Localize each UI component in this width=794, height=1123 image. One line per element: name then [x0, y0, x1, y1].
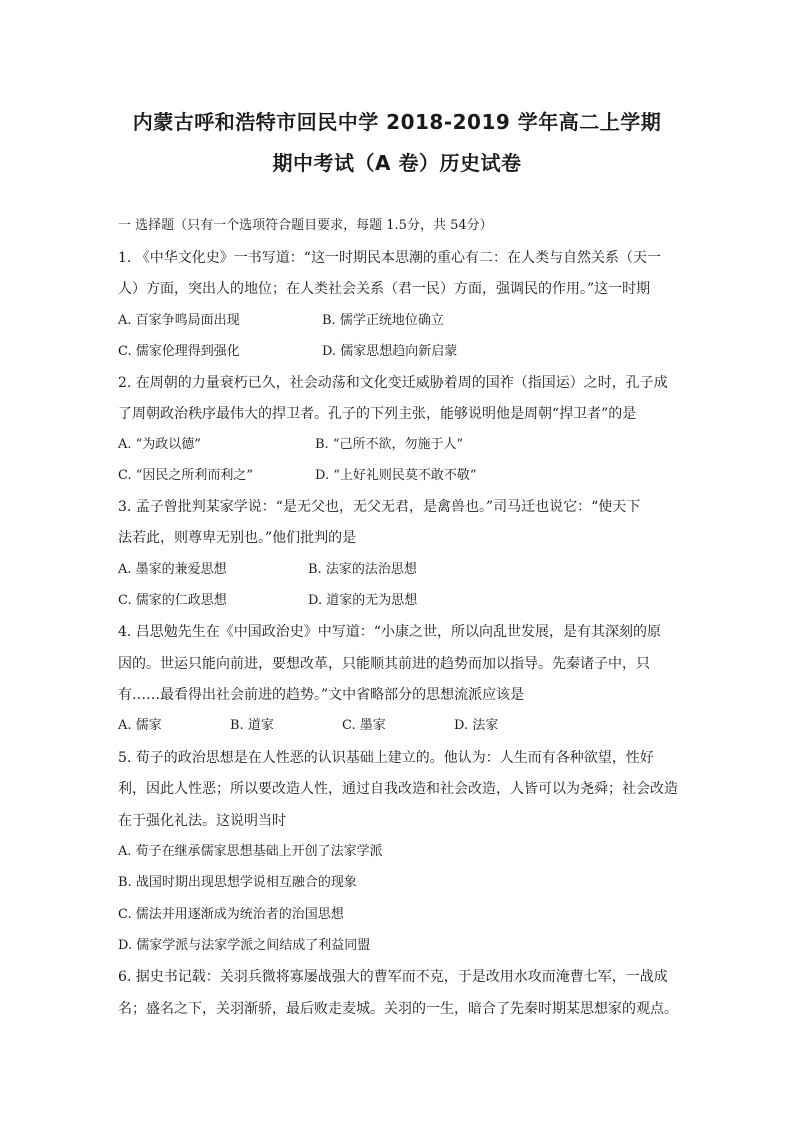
question-4-option-b: B. 道家 — [230, 718, 274, 733]
question-3-line-1: 3. 孟子曾批判某家学说：“是无父也，无父无君，是禽兽也。”司马迁也说它：“使天下 — [118, 499, 641, 515]
question-4-line-1: 4. 吕思勉先生在《中国政治史》中写道：“小康之世，所以向乱世发展，是有其深刻的原 — [118, 624, 661, 640]
question-2-line-1: 2. 在周朝的力量衰朽已久，社会动荡和文化变迁威胁着周的国祚（指国运）之时，孔子成 — [118, 375, 668, 391]
question-1-line-1: 1. 《中华文化史》一书写道：“这一时期民本思潮的重心有二：在人类与自然关系（天一 — [118, 250, 661, 266]
question-4-line-3: 有……最看得出社会前进的趋势。”文中省略部分的思想流派应该是 — [118, 687, 525, 703]
question-1-option-a: A. 百家争鸣局面出现 — [118, 313, 240, 328]
question-1-option-c: C. 儒家伦理得到强化 — [118, 344, 240, 359]
question-3-line-2: 法若此，则尊卑无别也。”他们批判的是 — [118, 530, 357, 546]
title-line-1: 内蒙古呼和浩特市回民中学 2018-2019 学年高二上学期 — [132, 110, 662, 134]
question-2-option-c: C. “因民之所利而利之” — [118, 468, 254, 483]
question-2-option-a: A. “为政以德” — [118, 437, 201, 452]
question-5-option-a: A. 荀子在继承儒家思想基础上开创了法家学派 — [118, 844, 383, 859]
question-6-line-2: 名；盛名之下，关羽渐骄，最后败走麦城。关羽的一生，暗合了先秦时期某思想家的观点。 — [118, 1001, 678, 1017]
question-3-option-c: C. 儒家的仁政思想 — [118, 593, 227, 608]
section-heading: 一 选择题（只有一个选项符合题目要求，每题 1.5分，共 54分） — [118, 218, 493, 233]
question-5-line-2: 利，因此人性恶；所以要改造人性，通过自我改造和社会改造，人皆可以为尧舜；社会改造 — [118, 781, 678, 797]
question-1-line-2: 人）方面，突出人的地位；在人类社会关系（君一民）方面，强调民的作用。”这一时期 — [118, 281, 651, 297]
question-1-option-d: D. 儒家思想趋向新启蒙 — [322, 344, 458, 359]
question-5-option-c: C. 儒法并用逐渐成为统治者的治国思想 — [118, 907, 344, 922]
question-3-option-b: B. 法家的法治思想 — [308, 562, 417, 577]
question-3-option-a: A. 墨家的兼爱思想 — [118, 562, 227, 577]
question-4-option-a: A. 儒家 — [118, 718, 162, 733]
question-2-option-b: B. “己所不欲，勿施于人” — [315, 437, 464, 452]
question-2-option-d: D. “上好礼则民莫不敢不敬” — [315, 468, 477, 483]
question-2-line-2: 了周朝政治秩序最伟大的捍卫者。孔子的下列主张，能够说明他是周朝“捍卫者”的是 — [118, 406, 637, 422]
question-6-line-1: 6. 据史书记载：关羽兵微将寡屡战强大的曹军而不克，于是改用水攻而淹曹七军，一战成 — [118, 969, 668, 985]
question-5-option-d: D. 儒家学派与法家学派之间结成了利益同盟 — [118, 938, 371, 953]
title-line-2: 期中考试（A 卷）历史试卷 — [272, 151, 522, 175]
question-5-line-3: 在于强化礼法。这说明当时 — [118, 813, 286, 829]
question-4-option-d: D. 法家 — [454, 718, 499, 733]
question-4-option-c: C. 墨家 — [342, 718, 386, 733]
question-5-line-1: 5. 荀子的政治思想是在人性恶的认识基础上建立的。他认为：人生而有各种欲望，性好 — [118, 750, 654, 766]
question-1-option-b: B. 儒学正统地位确立 — [322, 313, 444, 328]
question-4-line-2: 因的。世运只能向前进，要想改革，只能顺其前进的趋势而加以指导。先秦诸子中，只 — [118, 656, 650, 672]
question-5-option-b: B. 战国时期出现思想学说相互融合的现象 — [118, 875, 357, 890]
question-3-option-d: D. 道家的无为思想 — [308, 593, 418, 608]
